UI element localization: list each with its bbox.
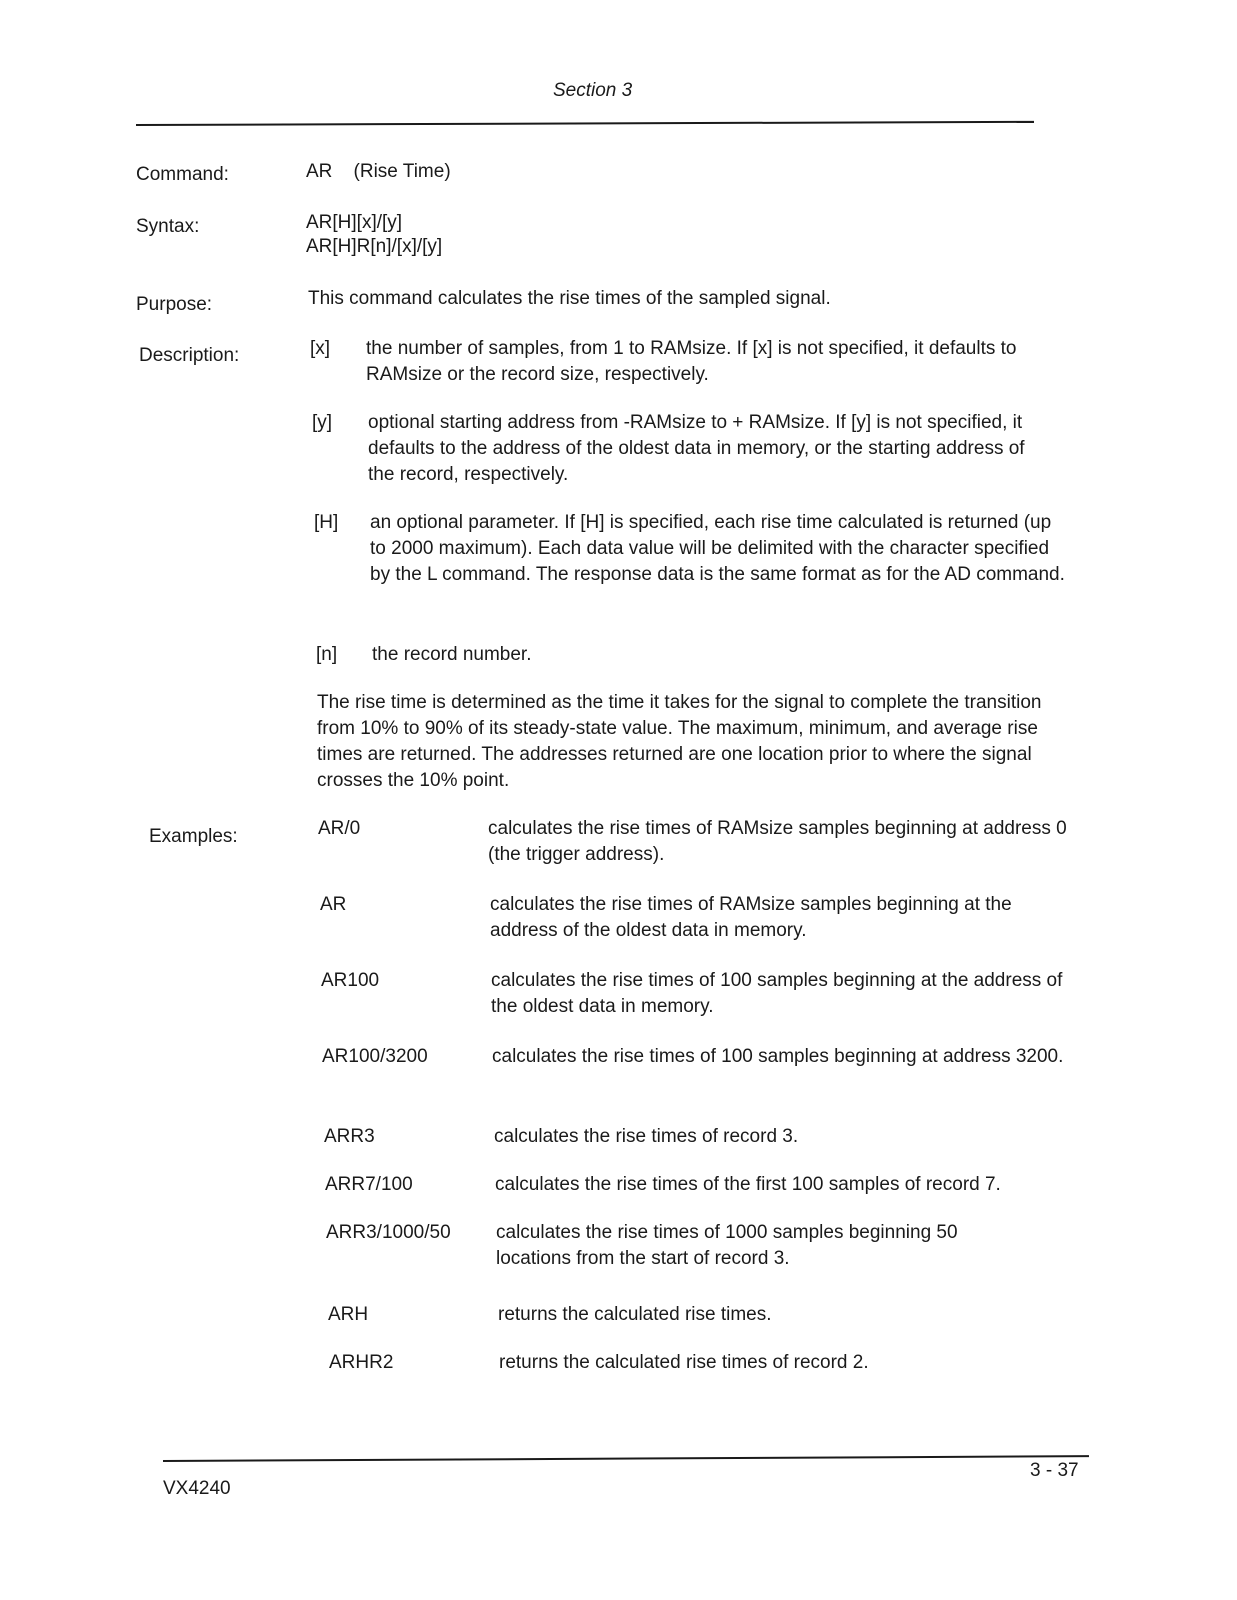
purpose-text: This command calculates the rise times of the sampled signal. [308,288,831,309]
param-text: the record number. [372,644,532,665]
param-key: [y] [312,412,333,433]
example-command: ARHR2 [329,1352,394,1373]
param-text: an optional parameter. If [H] is specified, each rise time calculated is returned (up to 2000 maximum). Each data value will be delimited with the character specified by the L command. The response data is the same format as for the AD command. [370,512,1065,585]
param-key: [x] [310,338,331,359]
syntax-line-2: AR[H]R[n]/[x]/[y] [306,236,443,257]
example-description: calculates the rise times of RAMsize samples beginning at the address of the oldest data in memory. [490,894,1012,941]
param-text: optional starting address from -RAMsize to + RAMsize. If [y] is not specified, it defaults to the address of the oldest data in memory, or the starting address of the record, respectively. [368,412,1025,485]
footer-model: VX4240 [163,1478,231,1499]
example-description: returns the calculated rise times of record 2. [499,1352,869,1373]
param-x [310,336,1070,388]
example-description: calculates the rise times of 1000 samples beginning 50 locations from the start of record 3. [496,1222,958,1269]
section-header: Section 3 [553,80,633,101]
example-row [318,816,1078,868]
example-row [321,968,1081,1020]
description-paragraph: The rise time is determined as the time it takes for the signal to complete the transition from 10% to 90% of its steady-state value. The maximum, minimum, and average rise times are returned. The addresses returned are one location prior to where the signal crosses the 10% point. [317,692,1042,791]
example-row [320,892,1080,944]
example-command: AR100 [321,970,380,991]
param-n [316,642,1076,668]
purpose-label: Purpose: [136,294,213,315]
syntax-line-1: AR[H][x]/[y] [306,212,403,233]
example-row [326,1220,1086,1272]
example-command: AR [320,894,347,915]
param-h [314,510,1074,588]
command-desc: (Rise Time) [353,161,451,182]
example-row [322,1044,1082,1070]
examples-label: Examples: [149,826,238,847]
command-label: Command: [136,164,229,185]
example-command: AR100/3200 [322,1046,428,1067]
example-row [329,1350,1089,1376]
param-key: [H] [314,512,339,533]
command-name: AR [306,161,333,182]
example-row [325,1172,1085,1198]
syntax-label: Syntax: [136,216,200,237]
example-command: ARR7/100 [325,1174,413,1195]
page-number: 3 - 37 [1030,1460,1079,1481]
param-y [312,410,1072,488]
example-description: calculates the rise times of the first 100 samples of record 7. [495,1174,1001,1195]
example-command: ARR3 [324,1126,375,1147]
description-label: Description: [139,345,240,366]
example-command: ARH [328,1304,369,1325]
example-description: calculates the rise times of 100 samples beginning at address 3200. [492,1046,1064,1067]
command-value [306,159,451,185]
example-row [324,1124,1084,1150]
footer-rule [163,1455,1089,1462]
example-description: calculates the rise times of record 3. [494,1126,799,1147]
example-description: returns the calculated rise times. [498,1304,772,1325]
example-description: calculates the rise times of 100 samples beginning at the address of the oldest data in memory. [491,970,1063,1017]
example-description: calculates the rise times of RAMsize samples beginning at address 0 (the trigger address). [488,818,1067,865]
param-key: [n] [316,644,338,665]
example-command: ARR3/1000/50 [326,1222,451,1243]
example-command: AR/0 [318,818,361,839]
example-row [328,1302,1088,1328]
param-text: the number of samples, from 1 to RAMsize. If [x] is not specified, it defaults to RAMsize or the record size, respectively. [366,338,1017,385]
header-rule [136,121,1034,126]
